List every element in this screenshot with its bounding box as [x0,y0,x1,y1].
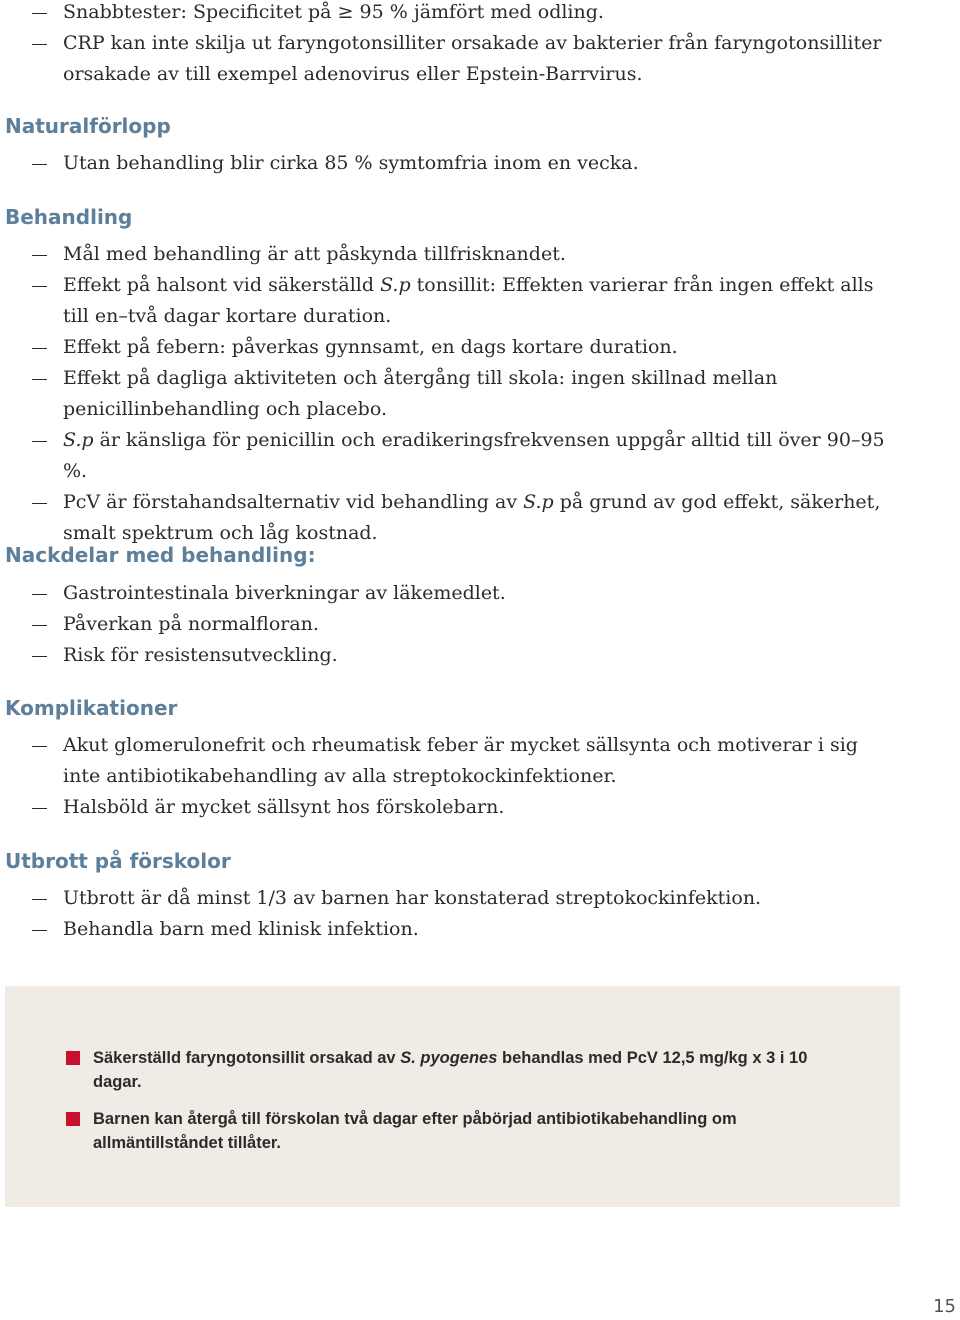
species-abbrev: S.p [523,491,554,513]
list-item [0,487,960,549]
list-item: Akut glomerulonefrit och rheumatisk feber är mycket sällsynta och motiverar i sig inte antibiotikabehandling av alla streptokockinfektioner. [0,730,960,792]
heading-utbrott: Utbrott på förskolor [5,849,231,873]
text-run: är känsliga för penicillin och eradikeringsfrekvensen uppgår alltid till över 90–95 %. [63,429,885,482]
list-item: Utan behandling blir cirka 85 % symtomfria inom en vecka. [0,148,960,179]
heading-komplikationer: Komplikationer [5,696,178,720]
species-abbrev: S.p [63,429,94,451]
list-item: Påverkan på normalfloran. [0,609,960,640]
text-run: på grund av god effekt, säkerhet, smalt spektrum och låg kostnad. [63,491,881,544]
page-number: 15 [933,1296,956,1317]
list-item: Mål med behandling är att påskynda tillfrisknandet. [0,239,960,270]
top-list [0,0,960,90]
text-run: Effekt på halsont vid säkerställd [63,274,381,296]
bullet-square-icon [66,1051,80,1065]
heading-naturalforlopp: Naturalförlopp [5,114,171,138]
summary-item [5,1046,900,1094]
list-item: Gastrointestinala biverkningar av läkemedlet. [0,578,960,609]
list-item: Effekt på febern: påverkas gynnsamt, en dags kortare duration. [0,332,960,363]
list-item: Effekt på dagliga aktiviteten och återgång till skola: ingen skillnad mellan penicillinbehandling och placebo. [0,363,960,425]
species-name: S. pyogenes [400,1049,498,1067]
species-abbrev: S.p [380,274,411,296]
komplikationer-list [0,730,960,823]
list-item: CRP kan inte skilja ut faryngotonsilliter orsakade av bakterier från faryngotonsilliter orsakade av till exempel adenovirus eller Epstein-Barrvirus. [0,28,960,90]
list-item: Snabbtester: Specificitet på ≥ 95 % jämfört med odling. [0,0,960,28]
behandling-list [0,239,960,549]
nackdelar-list [0,578,960,671]
heading-behandling: Behandling [5,205,133,229]
summary-box [5,986,900,1207]
text-run: Barnen kan återgå till förskolan två dagar efter påbörjad antibiotikabehandling om allmäntillståndet tillåter. [93,1110,737,1152]
utbrott-list [0,883,960,945]
list-item [0,270,960,332]
naturalforlopp-list [0,148,960,179]
heading-nackdelar: Nackdelar med behandling: [5,543,316,567]
text-run: behandlas med PcV 12,5 mg/kg x 3 i 10 dagar. [93,1049,808,1091]
list-item: Halsböld är mycket sällsynt hos förskolebarn. [0,792,960,823]
list-item: Risk för resistensutveckling. [0,640,960,671]
text-run: tonsillit: Effekten varierar från ingen effekt alls till en–två dagar kortare duration. [63,274,874,327]
list-item: Behandla barn med klinisk infektion. [0,914,960,945]
summary-item [5,1107,900,1155]
text-run: Säkerställd faryngotonsillit orsakad av [93,1049,401,1067]
text-run: PcV är förstahandsalternativ vid behandling av [63,491,524,513]
bullet-square-icon [66,1112,80,1126]
list-item [0,425,960,487]
list-item: Utbrott är då minst 1/3 av barnen har konstaterad streptokockinfektion. [0,883,960,914]
